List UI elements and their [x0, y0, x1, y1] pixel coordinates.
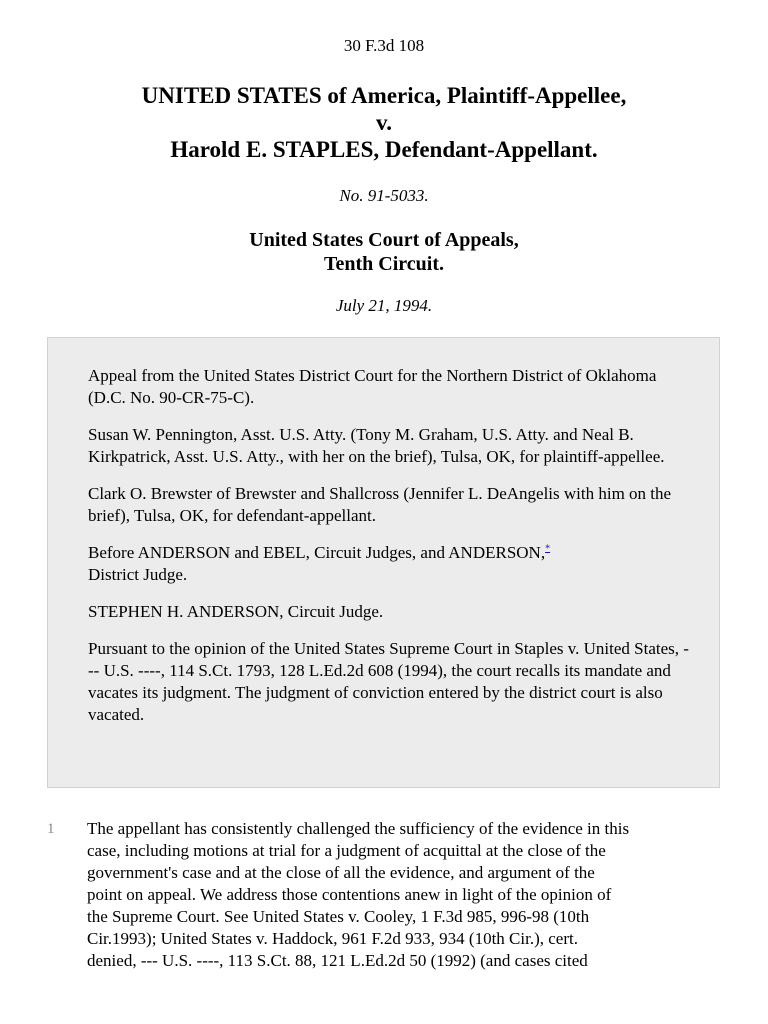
court-name-line2: Tenth Circuit.: [323, 253, 445, 275]
caption-plaintiff: UNITED STATES of America, Plaintiff-Appellee,: [141, 83, 627, 108]
paragraph-line: denied, --- U.S. ----, 113 S.Ct. 88, 121 L.Ed.2d 50 (1992) (and cases cited: [87, 951, 588, 970]
caption-versus: v.: [376, 110, 392, 135]
panel-before-text: Before ANDERSON and EBEL, Circuit Judges, and ANDERSON,: [88, 543, 546, 562]
paragraph-line: Cir.1993); United States v. Haddock, 961 F.2d 933, 934 (10th Cir.), cert.: [87, 929, 578, 948]
case-caption: [0, 82, 768, 163]
counsel-appellee-text: Susan W. Pennington, Asst. U.S. Atty. (Tony M. Graham, U.S. Atty. and Neal B. Kirkpatrick, Asst. U.S. Atty., with her on the brief), Tulsa, OK, for plaintiff-appellee.: [88, 425, 665, 466]
paragraph-line: government's case and at the close of all the evidence, and argument of the: [87, 863, 595, 882]
panel-after-text: District Judge.: [88, 565, 188, 584]
counsel-appellant-text: Clark O. Brewster of Brewster and Shallcross (Jennifer L. DeAngelis with him on the brief), Tulsa, OK, for defendant-appellant.: [88, 484, 672, 525]
reporter-citation: 30 F.3d 108: [343, 36, 425, 55]
paragraph-line: case, including motions at trial for a judgment of acquittal at the close of the: [87, 841, 606, 860]
paragraph-line: point on appeal. We address those contentions anew in light of the opinion of: [87, 885, 612, 904]
decision-date: July 21, 1994.: [335, 296, 433, 315]
paragraph-line: The appellant has consistently challenged the sufficiency of the evidence in this: [87, 819, 630, 838]
prelim-box: [47, 337, 720, 788]
caption-defendant: Harold E. STAPLES, Defendant-Appellant.: [170, 137, 598, 162]
paragraph-text: [87, 818, 727, 972]
appeal-from-text: Appeal from the United States District Court for the Northern District of Oklahoma (D.C. No. 90-CR-75-C).: [88, 366, 657, 407]
footnote-link[interactable]: *: [545, 543, 551, 555]
paragraph-line: the Supreme Court. See United States v. Cooley, 1 F.3d 985, 996-98 (10th: [87, 907, 590, 926]
docket-number: No. 91-5033.: [339, 186, 429, 205]
disposition-text: Pursuant to the opinion of the United States Supreme Court in Staples v. United States, --- U.S. ----, 114 S.Ct. 1793, 128 L.Ed.2d 608 (1994), the court recalls its mandate and vacates its judgment. The judgment of conviction entered by the district court is also vacated.: [88, 639, 689, 724]
court-name: [0, 228, 768, 276]
paragraph-number: 1: [47, 821, 55, 837]
author-text: STEPHEN H. ANDERSON, Circuit Judge.: [88, 602, 384, 621]
court-name-line1: United States Court of Appeals,: [249, 229, 519, 251]
panel-text: [88, 542, 689, 586]
